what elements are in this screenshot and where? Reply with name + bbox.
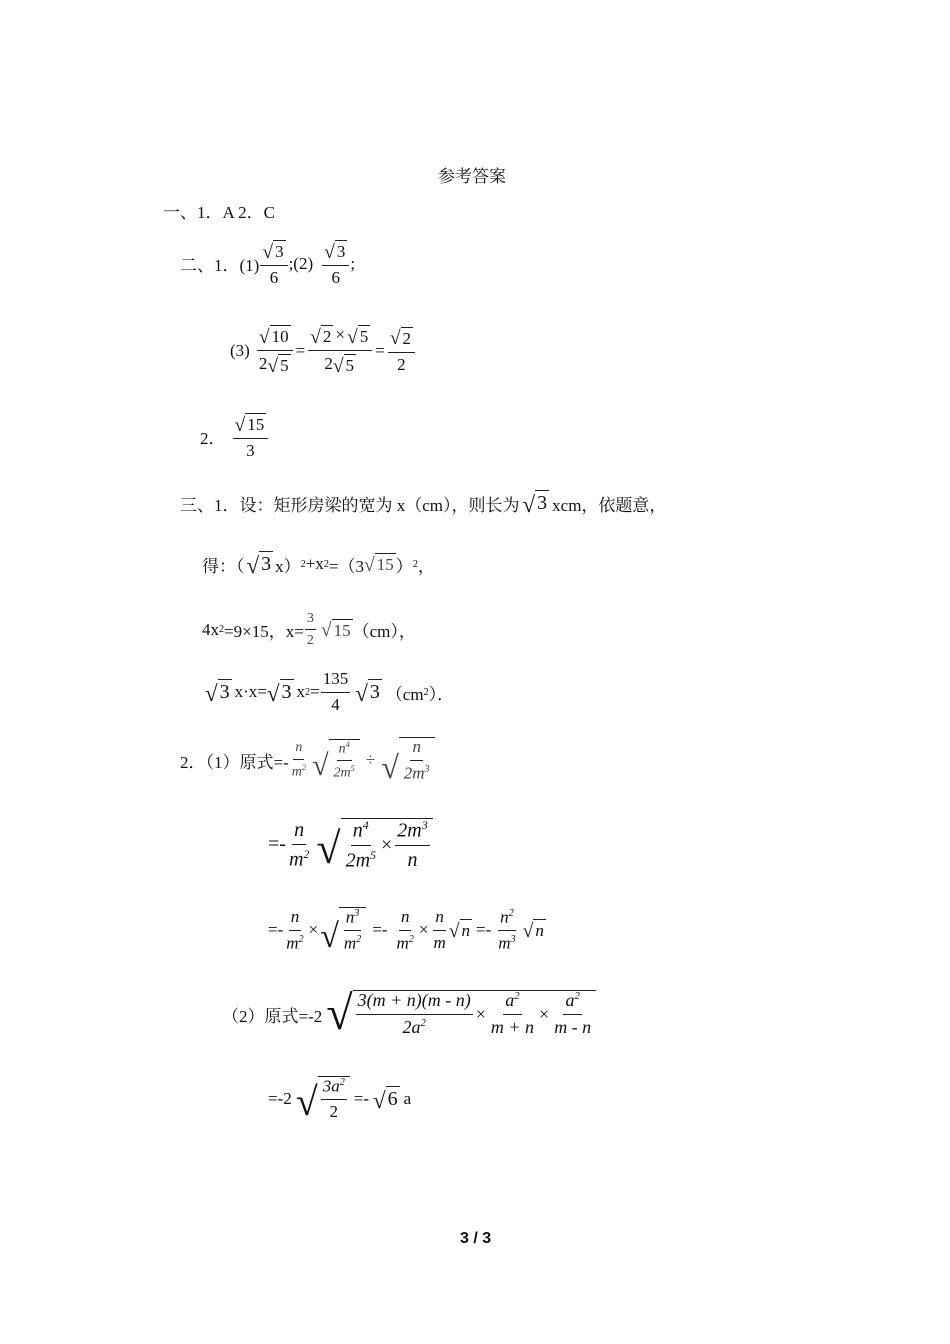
fraction-root3-over6-b: √ 3 6 <box>322 240 349 288</box>
fraction-n-over-m2 <box>290 740 308 779</box>
superscript: 2 <box>219 624 225 636</box>
fraction-root3-over6-a: √ 3 6 <box>260 240 287 288</box>
radicand: 3 <box>275 242 284 261</box>
fraction-n-over-m2 <box>287 819 311 871</box>
denominator: m <box>433 932 446 952</box>
coef: 2 <box>397 819 408 842</box>
times: × <box>381 833 393 856</box>
equals: = <box>295 340 306 360</box>
var-a: a <box>505 990 515 1011</box>
superscript: 2 <box>303 846 310 861</box>
denominator: 2 <box>397 355 406 375</box>
s3-l2f: ， <box>417 556 435 576</box>
denominator: 6 <box>269 268 279 288</box>
s3-l3c: （cm）， <box>352 622 416 642</box>
times: × <box>475 1004 486 1025</box>
radicand: 3 <box>281 681 292 704</box>
superscript: 2 <box>423 686 429 698</box>
radicand: 3 <box>336 242 346 261</box>
coef: 2 <box>403 763 413 783</box>
fraction-root10-over-2root5: √ 10 2 √ 5 <box>257 325 293 377</box>
radicand: n <box>535 921 544 941</box>
superscript: 2 <box>514 990 520 1003</box>
answer-title-text: 参考答案 <box>438 167 506 186</box>
root-product: √ $\frac{n^4}{2m^5}$ × $\frac{2m^3}{n}$ <box>316 818 432 871</box>
superscript: 3 <box>424 763 430 775</box>
section-four-line1 <box>180 737 435 786</box>
root15: √ 15 <box>364 554 394 576</box>
var-m: m <box>407 819 422 842</box>
superscript: 4 <box>362 818 369 832</box>
radicand: 5 <box>280 356 289 376</box>
denominator: 6 <box>331 268 340 288</box>
var-m: m <box>355 849 371 872</box>
section-three-line4 <box>205 670 454 714</box>
radicand: 2 <box>322 327 332 346</box>
s4-l1-label: 2．（1）原式=- <box>180 752 289 772</box>
equals-minus: =- <box>268 833 286 856</box>
section-one <box>163 198 275 223</box>
denominator: 2 <box>306 633 314 649</box>
numerator: n <box>293 740 304 759</box>
numerator: n <box>410 738 423 761</box>
numerator: n <box>289 908 302 931</box>
s3-l3a: 4x <box>202 619 219 639</box>
superscript: 2 <box>408 933 414 945</box>
s3-l2e: ） <box>395 556 413 576</box>
radicand: 2 <box>402 328 412 348</box>
root6: √ 6 <box>373 1088 398 1114</box>
root-n3-over-m2: √ $\frac{n^3}{m^2}$ <box>320 907 366 954</box>
radicand: 3 <box>219 681 230 704</box>
superscript: 2 <box>412 558 418 570</box>
denominator: 2 <box>329 1102 338 1122</box>
root3: √ 3 <box>246 553 272 578</box>
s3-l4f: ）． <box>428 684 455 704</box>
superscript: 2 <box>356 934 362 946</box>
numerator: 3(m + n)(m - n) <box>356 991 473 1015</box>
superscript: 2 <box>508 907 514 919</box>
radicand: 6 <box>387 1088 398 1111</box>
numerator-text: 3a <box>322 1076 340 1096</box>
superscript: 5 <box>350 764 355 774</box>
radicand: 3 <box>369 681 380 704</box>
s4-tail-a: a <box>403 1089 412 1109</box>
root3: √ 3 <box>266 681 292 707</box>
denominator: n <box>407 848 418 871</box>
s2-label: 二、1．(1) <box>180 256 260 276</box>
root-n: √ n <box>448 920 470 942</box>
fraction-n2-over-m3 <box>496 908 517 954</box>
s2-sep1: ;(2) <box>288 253 314 273</box>
section-four-line2 <box>268 818 433 874</box>
times: × <box>418 920 429 940</box>
var-m: m <box>343 934 357 953</box>
fraction-root2-times-root5-over-2root5: √ 2 × √ 5 2 √ 5 <box>308 325 372 377</box>
denominator-text: 2a <box>402 1017 421 1037</box>
var-n: n <box>345 907 355 927</box>
coef: 2 <box>324 354 333 374</box>
fraction-n-over-m <box>431 908 447 952</box>
divide: ÷ <box>365 750 376 770</box>
superscript: 2 <box>300 558 306 570</box>
var-n: n <box>500 907 509 927</box>
root-3a2-over-2: √ $\frac{3a^2}{2}$ <box>296 1076 350 1122</box>
root3: √ 3 <box>205 681 230 707</box>
superscript: 3 <box>510 933 516 945</box>
s2-p3: (3) <box>230 340 250 360</box>
root-n4-over-2m5: √ $\frac{n^4}{2m^5}$ <box>312 739 360 781</box>
var-n: n <box>352 819 363 842</box>
coef: 2 <box>333 765 341 781</box>
numerator: n <box>292 819 306 845</box>
root-n: √ n <box>522 920 544 942</box>
fraction-n-over-m2 <box>395 908 416 953</box>
superscript: 2 <box>420 1017 426 1029</box>
numerator: n <box>399 908 412 931</box>
section-two-line1 <box>180 240 355 288</box>
equals-minus: =- <box>476 920 492 940</box>
radicand: 5 <box>345 356 355 376</box>
fraction-root15-over3: √ 15 3 <box>233 413 269 461</box>
superscript: 2 <box>323 558 329 570</box>
denominator: 4 <box>331 694 340 714</box>
root3: √ 3 <box>355 681 380 707</box>
page-number <box>460 1230 491 1248</box>
var-n: n <box>338 741 346 757</box>
denominator: m - n <box>554 1017 592 1037</box>
fraction-root2-over-2: √ 2 2 <box>388 327 415 375</box>
section-four-last <box>268 1076 412 1125</box>
equals: = <box>375 340 385 360</box>
s3-l4e: （cm <box>385 684 424 704</box>
equals-minus: =- <box>353 1089 370 1109</box>
var-m: m <box>288 848 304 871</box>
superscript: 2 <box>298 933 304 945</box>
s3-l2a: 得：（ <box>202 556 245 576</box>
superscript: 2 <box>339 1077 345 1088</box>
var-m: m <box>396 933 409 953</box>
s4-p2-label: （2）原式=-2 <box>222 1006 323 1026</box>
root-big-product: √ $\frac{3(m + n)(m - n)}{2a^2}$ × $\frac{a^2}{m + n}$ × $\frac{a^2}{m - n}$ <box>326 990 596 1038</box>
superscript: 2 <box>301 762 307 772</box>
s3-l4c: = <box>310 682 320 702</box>
root3: √ 3 <box>522 492 548 517</box>
numerator: 135 <box>321 670 351 693</box>
equals-minus-two: =-2 <box>268 1089 292 1109</box>
answer-title <box>438 162 506 187</box>
root15: √ 15 <box>320 620 351 642</box>
section-three-line3 <box>202 611 416 649</box>
denominator: m + n <box>490 1017 535 1037</box>
numerator: n <box>433 908 446 931</box>
radicand: 3 <box>537 492 548 514</box>
section-three-line2 <box>202 551 435 577</box>
superscript: 3 <box>421 818 428 833</box>
section-two-q2 <box>200 413 269 461</box>
var-m: m <box>412 763 425 783</box>
page-number-text: 3 / 3 <box>460 1230 492 1247</box>
fraction-135-over-4 <box>321 670 351 714</box>
radicand: 5 <box>359 327 369 346</box>
s2-sep2: ; <box>350 253 356 273</box>
superscript: 5 <box>370 847 377 862</box>
s3-l2d: =（3 <box>328 556 364 576</box>
radicand: 15 <box>247 415 265 434</box>
superscript: 3 <box>354 908 360 919</box>
var-m: m <box>291 764 302 780</box>
equals-minus: =- <box>372 920 388 940</box>
s3-l1a: 三、1．设：矩形房梁的宽为 x（cm），则长为 <box>180 495 520 515</box>
times: × <box>539 1004 550 1025</box>
section-one-text: 一、1．A 2．C <box>163 203 275 222</box>
radicand: n <box>461 921 470 941</box>
superscript: 4 <box>345 739 350 749</box>
var-m: m <box>340 765 351 781</box>
fraction-3-over-2 <box>305 611 316 649</box>
radicand: 3 <box>261 553 272 575</box>
s3-l2b: x） <box>275 556 301 576</box>
var-m: m <box>498 933 511 953</box>
superscript: 2 <box>305 686 311 698</box>
section-three-line1 <box>180 490 666 516</box>
s2-q2-label: 2． <box>200 429 226 449</box>
s3-l3b: =9×15，x= <box>224 622 304 642</box>
s3-l4a: x·x= <box>234 682 267 702</box>
section-four-part2 <box>222 987 596 1040</box>
radicand: 10 <box>271 327 289 346</box>
radicand: 15 <box>376 554 394 574</box>
coef: 2 <box>258 354 268 374</box>
section-two-line3 <box>230 325 416 377</box>
superscript: 2 <box>574 990 580 1003</box>
s3-l4b: x <box>296 682 305 702</box>
times: × <box>308 920 319 940</box>
var-m: m <box>286 933 299 953</box>
radicand: 15 <box>333 620 351 640</box>
equals-minus: =- <box>268 920 284 940</box>
s3-l1b: xcm，依题意， <box>552 495 667 515</box>
coef: 2 <box>345 849 356 872</box>
root-n-over-2m3: √ $\frac{n}{2m^3}$ <box>381 737 434 783</box>
fraction-n-over-m2 <box>284 908 305 953</box>
denominator: 3 <box>246 441 255 461</box>
var-a: a <box>565 990 575 1011</box>
section-four-line3 <box>268 907 546 954</box>
s3-l2c: +x <box>305 554 324 573</box>
numerator: 3 <box>305 611 316 630</box>
times: × <box>335 325 345 345</box>
